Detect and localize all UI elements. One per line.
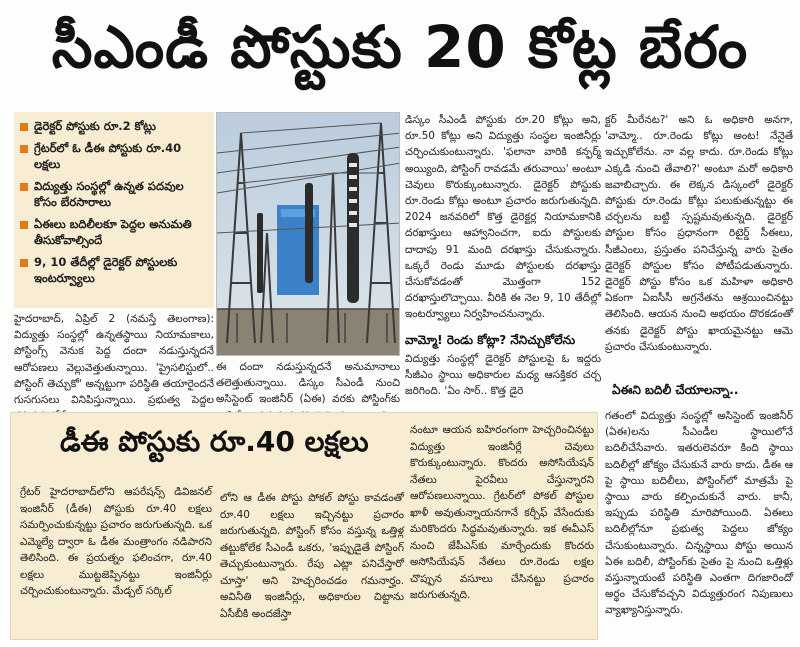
article-column: ఈ దందా నడుస్తున్నదనే అనుమానాలు తలెత్తుతున్నాయి. డిస్కం సీఎండీ నుంచి అసిస్టెంట్ ఇంజినీర్ (ఏఈ) వరకు పోస్టింగ్‌కు	[216, 361, 400, 406]
subheading: వామ్మో! రెండు కోట్లా? నేనిచ్చుకోలేను	[405, 333, 576, 347]
article-column: క్టర్ మీరేనట?' అని ఓ అధికారి అనగా, 'వామ్మో.. రూ.రెండు కోట్లు అంట! నేనైతే ఇచ్చుకోలేను. నా వల్ల కాదు. రూ.రెండు కోట్లు ఎక్కడి నుంచి తేవాలి?' అంటూ మరో అధికారి జవాబిచ్చారు. ఈ లెక్కన డిస్కంలో డైరెక్టర్ పోస్టుకు రూ.రెండు కోట్లు పలుకుతున్నట్టు ఈ చర్చలను బట్టి స్పష్టమవుతున్నది. డైరెక్టర్ పోస్టుల కోసం ప్రధానంగా రిటైర్డ్ సీఈలు, సీజీఎంలు, ప్రస్తుతం పనిచేస్తున్న వారు సైతం డైరెక్టర్ పోస్టుల కోసం పోటీపడుతున్నారు. డైరెక్టర్ పోస్టు కోసం ఒక మహిళా అధికారి ఏకంగా ఏఐసీసీ అగ్రనేతను ఆశ్రయించినట్టు తెలిసింది. ఆయన నుంచి అభయం దొరకడంతో తనకు డైరెక్టర్ పోస్టు ఖాయమైనట్టు ఆమె ప్రచారం చేసుకుంటున్నారు.	[605, 114, 793, 353]
article-column: హైదరాబాద్, ఏప్రిల్ 2 (నమస్తే తెలంగాణ): విద్యుత్తు సంస్థల్లో ఉన్నతస్థాయి నియామకాలు, పోస్టింగ్స్ వెనుక పెద్ద దందా నడుస్తున్నదనే ఆరోపణలు వెల్లువెత్తుతున్నాయి. 'ప్రైసలిస్టులో.. పోస్టింగ్ తెచ్చుకో' అన్నట్టుగా పరిస్థితి తయారైందనే గుసగుసలు వినిపిస్తున్నాయి. ప్రభుత్వ పెద్దల	[14, 313, 214, 407]
highlight-text: డైరెక్టర్ పోస్టుకు రూ.2 కోట్లు	[34, 119, 157, 133]
article-column: విద్యుత్తు సంస్థల్లో డైరెక్టర్ పోస్టులపై ఓ ఇద్దరు సీజీఎం స్థాయి అధికారుల మధ్య ఆసక్తికర చర్చ జరిగింది. 'ఏం సార్.. కొత్త డైరె	[405, 353, 601, 398]
article-column: డిస్కం సీఎండీ పోస్టుకు రూ.20 కోట్లు అని, రూ.50 కోట్లు అని విద్యుత్తు సంస్థల ఇంజినీర్లు చర్చించుకుంటున్నారు. 'ఫలానా వారికి కన్ఫర్మ్ అయ్యింది, పోస్టింగ్ రావడమే తరువాయి' అంటూ చెవులు కొరుక్కుంటున్నారు. డైరెక్టర్ పోస్టుకు రూ.రెండు కోట్లు అంటూ ప్రచారం జరుగుతున్నది. 2024 జనవరిలో కొత్త డైరెక్టర్ల నియామకానికి దరఖాస్తులు ఆహ్వానించగా, ఐదు పోస్టులకు దాదాపు 91 మంది దరఖాస్తు చేసుకున్నారు. ఒక్కరే రెండు మూడు పోస్టులకు దరఖాస్తు చేసుకోవడంతో మొత్తంగా 152 దరఖాస్తులొచ్చాయి. వీరికి ఈ నెల 9, 10 తేదీల్లో ఇంటర్వ్యూలు నిర్వహించనున్నారు.	[405, 114, 601, 321]
highlight-text: 9, 10 తేదీల్లో డైరెక్టర్ పోస్టులకు ఇంటర్వ్యూలు	[34, 255, 178, 285]
sidebar-story-column: గ్రేటర్ హైదరాబాద్‌లోని ఆపరేషన్స్ డివిజనల్ ఇంజినీర్ (డీఈ) పోస్టుకు రూ.40 లక్షలు సమర్పించుకున్నట్టు ప్రచారం జరుగుతున్నది. ఒక ఎమ్మెల్యే ద్వారా ఓ డీఈ మంత్రాంగం నడిపారని తెలిసింది. ఈ ప్రయత్నం ఫలించగా, రూ.40 లక్షలు ముట్టజెప్పినట్టు ఇంజినీర్లు చర్చించుకుంటున్నారు. మేడ్చల్ సర్కిల్	[20, 486, 212, 597]
sidebar-story-column: లోని ఆ డీఈ పోస్టు పోకల్ పోస్టు కావడంతో రూ.40 లక్షలు ఇచ్చినట్టు ప్రచారం జరుగుతున్నది. పోస్టింగ్ కోసం వస్తున్న ఒత్తిళ్ల తట్టుకోలేక సీఎండీ ఒకరు, 'ఇప్పుడైతే పోస్టింగ్ తెచ్చుకుంటున్నారు. రేపు ఎట్లా పనిచేస్తారో చూస్తా' అని హెచ్చరించడం గమనార్హం. అవినీతి ఇంజినీర్లు, అధికారుల చిట్టాను ఏసీబీకి అందజేస్తా	[220, 492, 404, 620]
highlight-item	[20, 254, 208, 286]
highlight-item	[20, 118, 208, 134]
bullet-icon	[20, 145, 28, 153]
highlight-item	[20, 216, 208, 248]
bullet-icon	[20, 221, 28, 229]
sidebar-story-column: నంటూ ఆయన బహిరంగంగా హెచ్చరించినట్టు విద్యుత్తు ఇంజినీర్లే చెవులు కొరుక్కుంటున్నారు. కొందరు అసోసియేషన్ నేతలు పైరవీలు చేస్తున్నారని ఆరోపణలున్నాయి. గ్రేటర్‌లో పోకల్ పోస్టుల ఖాళీ అవుతున్నాయనగానే కర్చీఫ్ వేసేందుకు మరికొందరు సిద్ధమవుతున్నారు. ఇక ఈవీఎస్ నుంచి జేపీఎస్‌కు మార్చేందుకు కొందరు అసోసియేషన్ నేతలు రూ.రెండు లక్షల చొప్పున వసూలు చేసినట్టు ప్రచారం జరుగుతున్నది.	[410, 424, 594, 601]
highlight-text: విద్యుత్తు సంస్థల్లో ఉన్నత పదవుల కోసం బేరసారాలు	[34, 179, 184, 209]
substation-image	[217, 113, 400, 356]
bullet-icon	[20, 183, 28, 191]
bullet-icon	[20, 259, 28, 267]
highlights-box	[14, 112, 214, 308]
highlight-item	[20, 140, 208, 172]
article-column: గతంలో విద్యుత్తు సంస్థల్లో అసిస్టెంట్ ఇంజినీర్ (ఏఈ)లను సీఎండీల స్థాయిలోనే బదిలీచేసేవారు. ఇతరులెవరూ కింది స్థాయి బదిలీల్లో జోక్యం చేసుకునే వారు కాదు. డీఈ ఆ పై స్థాయి బదిలీలు, పోస్టింగ్‌లో మాత్రమే పై స్థాయి వారు కల్పించుకునే వారు. కానీ, ఇప్పుడు పరిస్థితి మారిపోయింది. ఏఈలు బదిలీల్లోనూ ప్రభుత్వ పెద్దలు జోక్యం చేసుకుంటున్నారు. చిన్నస్థాయి పోస్టు అయిన ఏఈ బదిలీ, పోస్టింగ్‌కు సైతం పై నుంచి ఒత్తిళ్లు వస్తున్నాయంటే పరిస్థితి ఎంతగా దిగజారిందో అర్థం చేసుకోవచ్చని విద్యుత్తురంగ నిపుణులు వ్యాఖ్యానిస్తున్నారు.	[605, 410, 793, 617]
highlight-item	[20, 178, 208, 210]
highlight-text: ఏఈలు బదిలీలకూ పెద్దల అనుమతి తీసుకోవాల్సిందే	[34, 217, 192, 247]
subheading: ఏఈని బదిలీ చేయాలన్నా..	[612, 383, 739, 397]
bullet-icon	[20, 123, 28, 131]
substation-photo	[216, 112, 400, 356]
sidebar-story-title: డీఈ పోస్టుకు రూ.40 లక్షలు	[60, 425, 369, 458]
highlight-text: గ్రేటర్‌లో ఓ డీఈ పోస్టుకు రూ.40 లక్షలు	[34, 141, 182, 171]
headline: సీఎండీ పోస్టుకు 20 కోట్ల బేరం	[51, 12, 749, 81]
